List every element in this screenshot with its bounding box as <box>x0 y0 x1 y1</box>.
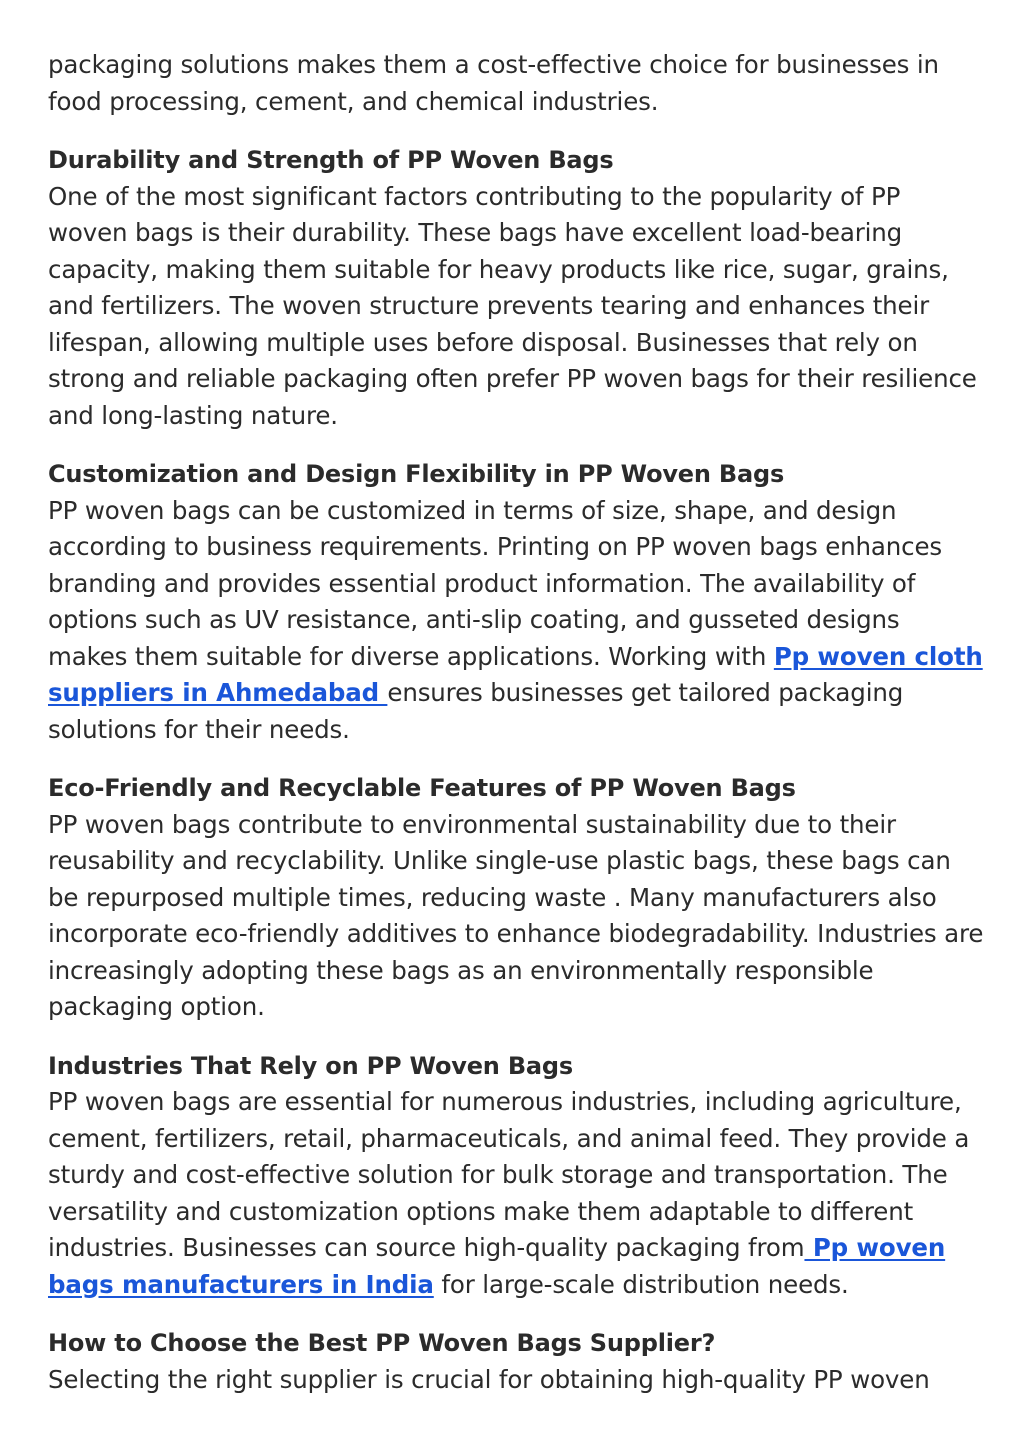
intro-paragraph: packaging solutions makes them a cost-effective choice for businesses in food processing, cement, and chemical industries. <box>48 50 939 116</box>
section-heading: Durability and Strength of PP Woven Bags <box>48 146 614 174</box>
section-heading: Customization and Design Flexibility in PP Woven Bags <box>48 460 785 488</box>
section-customization <box>48 456 984 748</box>
section-body <box>48 1084 984 1303</box>
section-body <box>48 493 984 749</box>
section-industries <box>48 1048 984 1304</box>
section-durability <box>48 142 984 434</box>
link-india-manufacturers[interactable]: Pp woven bags manufacturers in India <box>48 1233 946 1299</box>
body-text-before-link: PP woven bags can be customized in terms of size, shape, and design according to business requirements. Printing on PP woven bags enhances branding and provides essential product information. The availability of options such as UV resistance, anti-slip coating, and gusseted designs makes them suitable for diverse applications. Working with <box>48 495 943 671</box>
body-text-after-link: ensures businesses get tailored packaging solutions for their needs. <box>48 678 904 744</box>
section-body: Selecting the right supplier is crucial for obtaining high-quality PP woven <box>48 1364 930 1394</box>
section-eco-friendly <box>48 770 984 1026</box>
body-text-before-link: PP woven bags are essential for numerous industries, including agriculture, cement, fertilizers, retail, pharmaceuticals, and animal feed. They provide a sturdy and cost-effective solution for bulk storage and transportation. The versatility and customization options make them adaptable to different industries. Businesses can source high-quality packaging from <box>48 1087 970 1262</box>
section-heading: How to Choose the Best PP Woven Bags Supplier? <box>48 1329 716 1357</box>
body-text-after-link: for large-scale distribution needs. <box>433 1269 849 1299</box>
link-ahmedabad-suppliers[interactable]: Pp woven cloth suppliers in Ahmedabad <box>48 641 983 707</box>
section-body: One of the most significant factors contributing to the popularity of PP woven bags is their durability. These bags have excellent load-bearing capacity, making them suitable for heavy products like rice, sugar, grains, and fertilizers. The woven structure prevents tearing and enhances their lifespan, allowing multiple uses before disposal. Businesses that rely on strong and reliable packaging often prefer PP woven bags for their resilience and long-lasting nature. <box>48 181 977 430</box>
section-body: PP woven bags contribute to environmental sustainability due to their reusability and recyclability. Unlike single-use plastic bags, these bags can be repurposed multiple times, reducing waste . Many manufacturers also incorporate eco-friendly additives to enhance biodegradability. Industries are increasingly adopting these bags as an environmentally responsible packaging option. <box>48 809 984 1021</box>
section-choose-supplier <box>48 1325 984 1398</box>
section-heading: Industries That Rely on PP Woven Bags <box>48 1051 573 1080</box>
section-heading: Eco-Friendly and Recyclable Features of PP Woven Bags <box>48 774 796 802</box>
